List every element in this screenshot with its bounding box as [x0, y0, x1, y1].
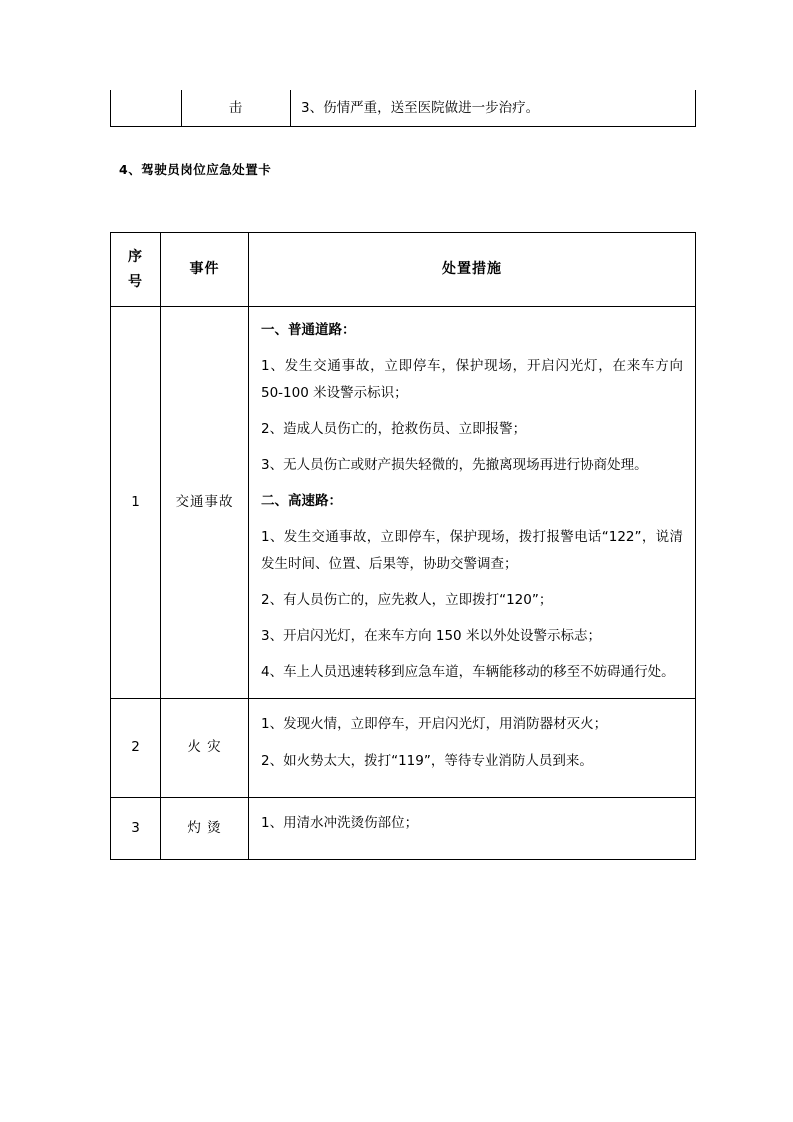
- table-row: [111, 307, 696, 699]
- measure-paragraph: 3、开启闪光灯，在来车方向 150 米以外处设警示标志；: [261, 628, 601, 644]
- cell-event: 击: [182, 90, 291, 127]
- measure-paragraph: 4、车上人员迅速转移到应急车道，车辆能移动的移至不妨碍通行处。: [261, 664, 675, 680]
- cell-measure: [249, 307, 696, 699]
- section-heading: 4、驾驶员岗位应急处置卡: [119, 162, 272, 177]
- continued-table: [110, 90, 696, 127]
- table-row: [111, 699, 696, 798]
- measure-paragraph: 2、有人员伤亡的，应先救人，立即拨打“120”；: [261, 592, 553, 608]
- measure-paragraph: 1、发生交通事故，立即停车，保护现场，拨打报警电话“122”，说清发生时间、位置、后果等，协助交警调查；: [261, 529, 683, 572]
- measure-paragraph: 2、造成人员伤亡的，抢救伤员、立即报警；: [261, 421, 527, 437]
- table-header-row: [111, 233, 696, 307]
- cell-event: 火 灾: [161, 699, 249, 798]
- emergency-response-card-table: [110, 232, 696, 860]
- header-no-line1: 序: [128, 249, 143, 265]
- header-measure: 处置措施: [249, 233, 696, 307]
- measure-paragraph: 1、用清水冲洗烫伤部位；: [261, 815, 419, 831]
- measure-paragraph: 2、如火势太大，拨打“119”，等待专业消防人员到来。: [261, 753, 593, 769]
- cell-measure: [249, 798, 696, 860]
- measure-paragraph: 二、高速路：: [261, 493, 342, 509]
- header-no: [111, 233, 161, 307]
- table-row: [111, 90, 696, 127]
- cell-event: 灼 烫: [161, 798, 249, 860]
- cell-no: 2: [111, 699, 161, 798]
- cell-no: [111, 90, 182, 127]
- cell-no: 1: [111, 307, 161, 699]
- measure-paragraph: 3、无人员伤亡或财产损失轻微的，先撤离现场再进行协商处理。: [261, 457, 648, 473]
- measure-paragraph: 1、发现火情，立即停车，开启闪光灯，用消防器材灭火；: [261, 716, 608, 732]
- measure-paragraph: 一、普通道路：: [261, 322, 356, 338]
- header-event: 事件: [161, 233, 249, 307]
- measure-paragraph: 1、发生交通事故，立即停车，保护现场，开启闪光灯，在来车方向 50-100 米设警示标识；: [261, 358, 683, 401]
- table-row: [111, 798, 696, 860]
- cell-measure: 3、伤情严重，送至医院做进一步治疗。: [291, 90, 696, 127]
- cell-no: 3: [111, 798, 161, 860]
- cell-measure: [249, 699, 696, 798]
- header-no-line2: 号: [128, 273, 143, 290]
- cell-event: 交通事故: [161, 307, 249, 699]
